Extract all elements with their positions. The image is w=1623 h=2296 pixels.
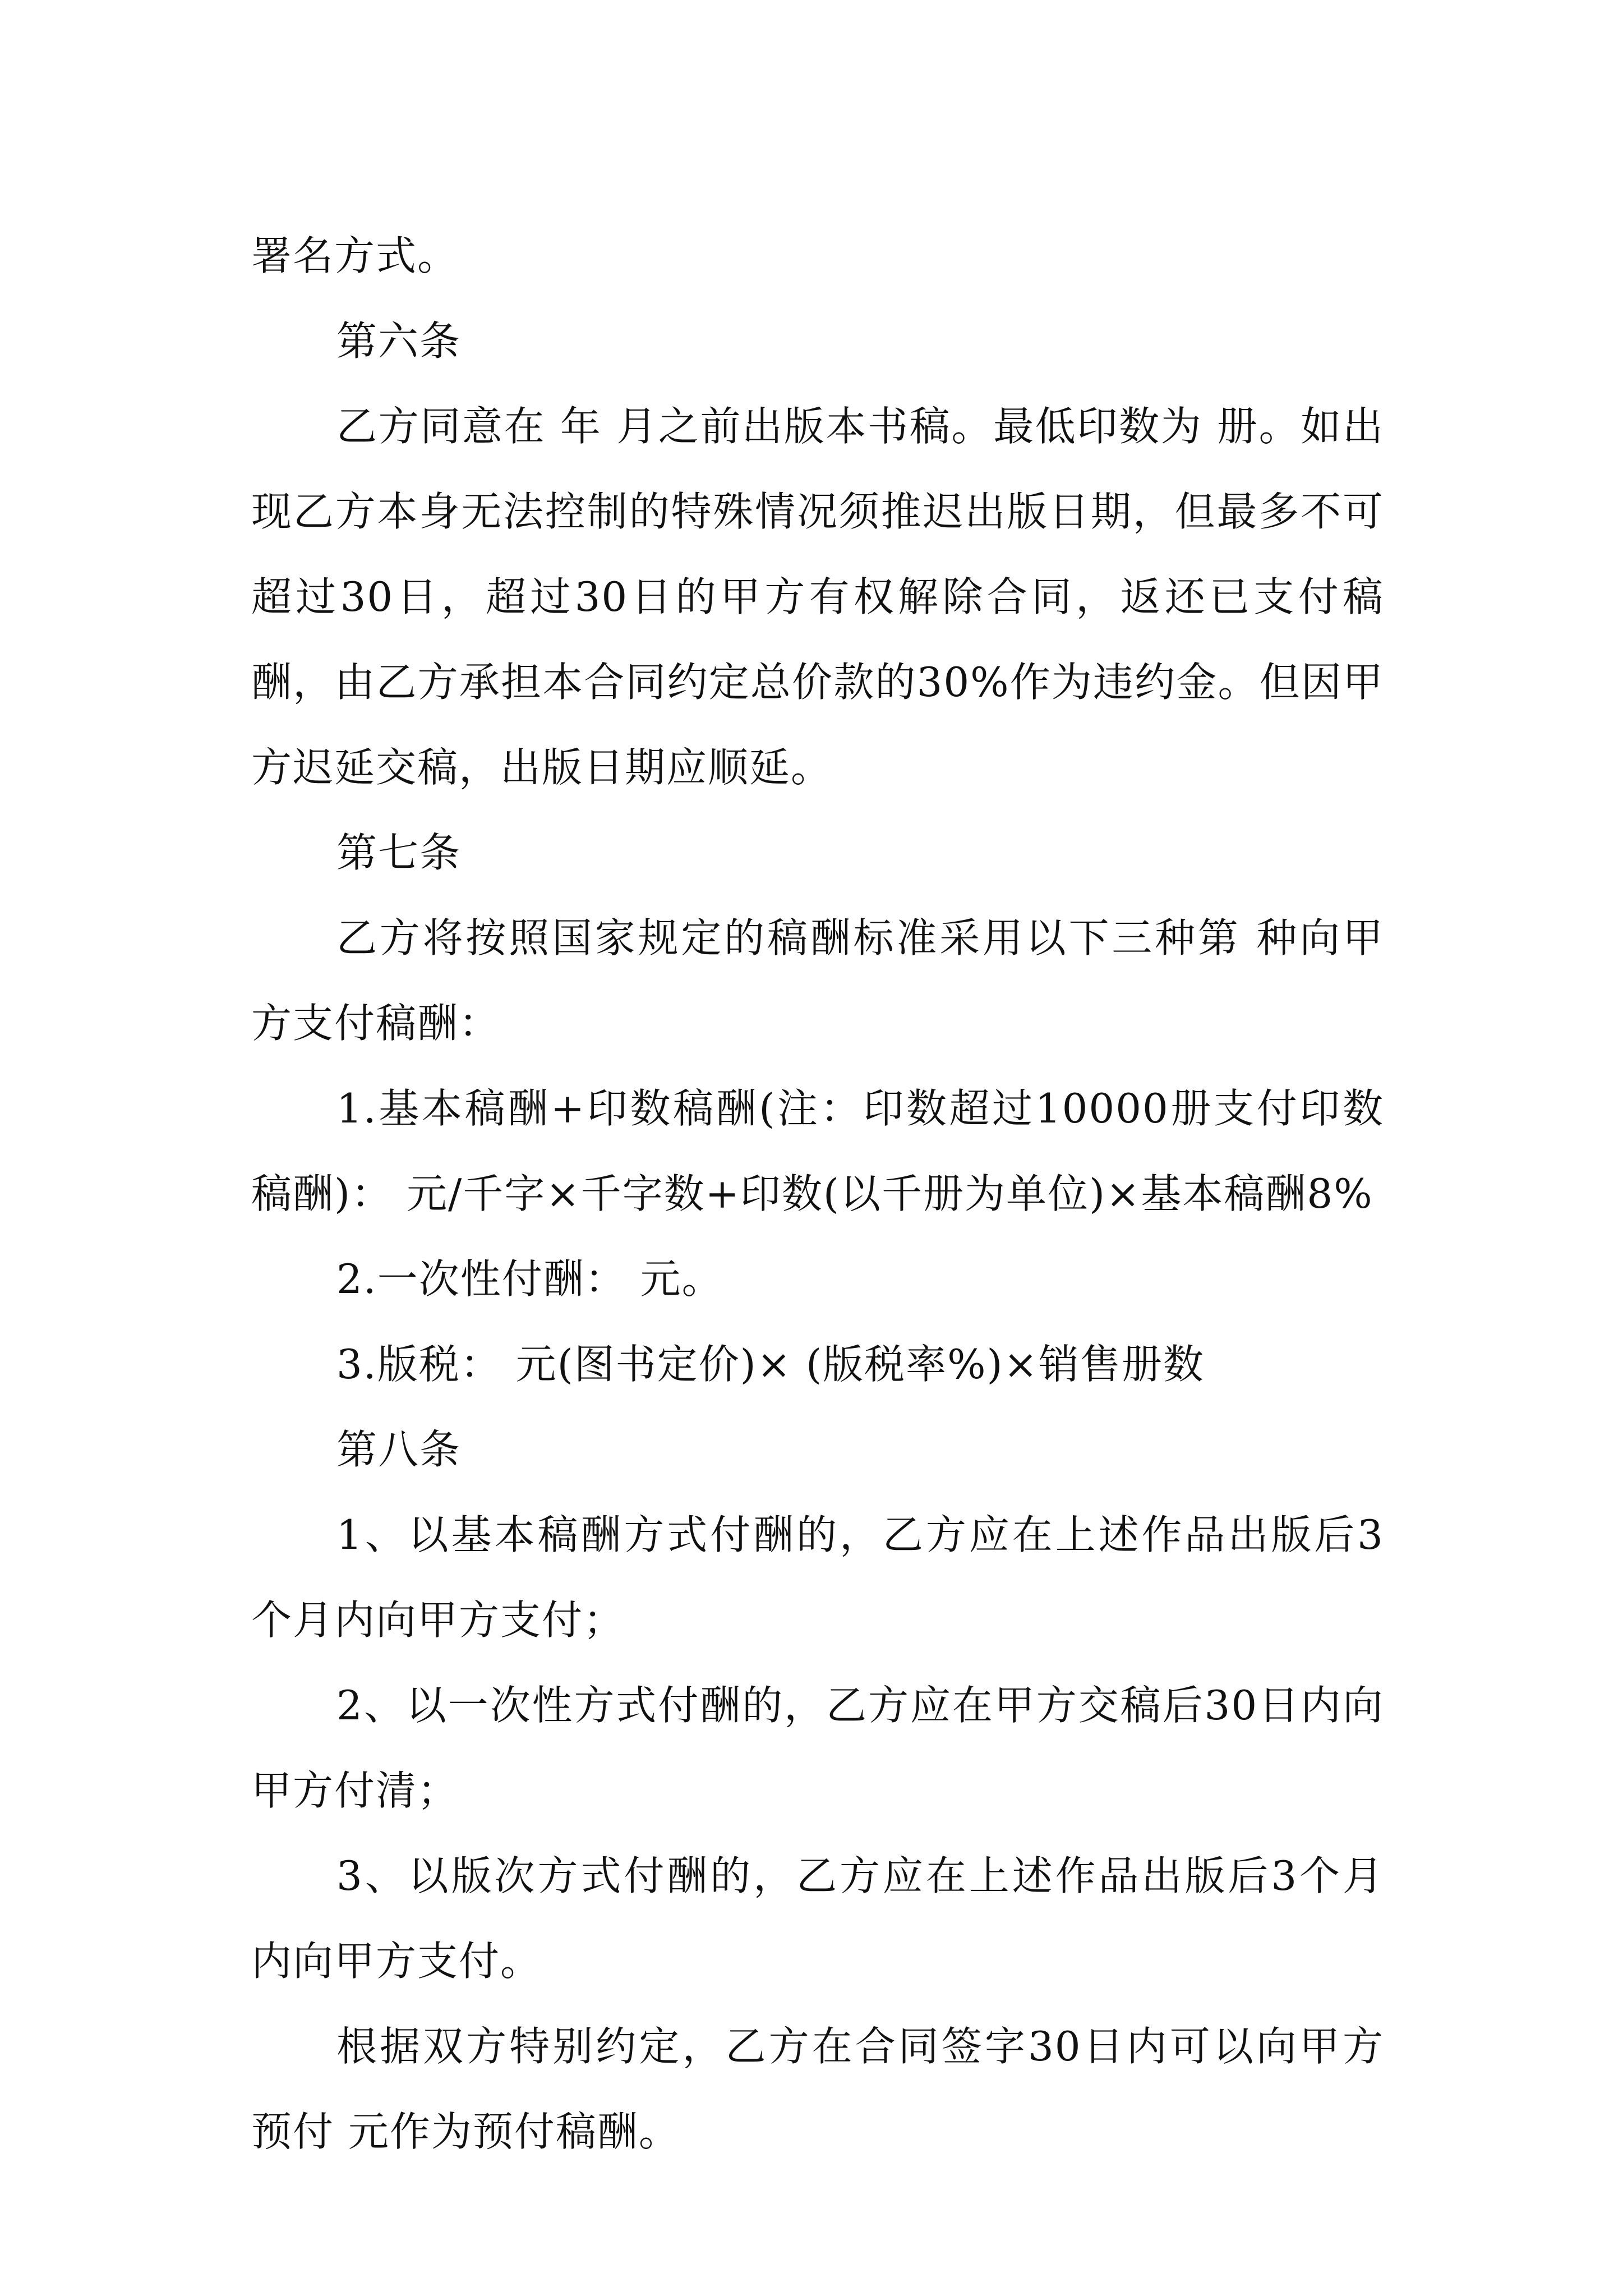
article-8-item-2: 2、以一次性方式付酬的，乙方应在甲方交稿后30日内向甲方付清； — [251, 1682, 1384, 1814]
article-8-item-3: 3、以版次方式付酬的，乙方应在上述作品出版后3个月内向甲方支付。 — [251, 1852, 1384, 1985]
article-7-heading: 第七条 — [336, 829, 462, 876]
article-8-item-1: 1、以基本稿酬方式付酬的，乙方应在上述作品出版后3个月内向甲方支付； — [251, 1511, 1384, 1644]
article-8-heading: 第八条 — [336, 1426, 462, 1473]
article-7-item-1: 1.基本稿酬+印数稿酬(注：印数超过10000册支付印数稿酬)： 元/千字×千字数+印数(以千册为单位)×基本稿酬8% — [251, 1085, 1384, 1217]
article-7-intro: 乙方将按照国家规定的稿酬标准采用以下三种第 种向甲方支付稿酬： — [251, 914, 1384, 1047]
paragraph-signature-method: 署名方式。 — [251, 232, 459, 279]
document-body — [251, 213, 1384, 2174]
article-7-item-3: 3.版税： 元(图书定价)× (版税率%)×销售册数 — [336, 1341, 1205, 1388]
article-7-item-2: 2.一次性付酬： 元。 — [336, 1255, 723, 1303]
article-6-body: 乙方同意在 年 月之前出版本书稿。最低印数为 册。如出现乙方本身无法控制的特殊情况须推迟出版日期，但最多不可超过30日，超过30日的甲方有权解除合同，返还已支付稿酬，由乙方承担本合同约定总价款的30%作为违约金。但因甲方迟延交稿，出版日期应顺延。 — [251, 403, 1384, 791]
article-6-heading: 第六条 — [336, 318, 462, 365]
article-8-prepayment: 根据双方特别约定，乙方在合同签字30日内可以向甲方预付 元作为预付稿酬。 — [251, 2023, 1384, 2155]
